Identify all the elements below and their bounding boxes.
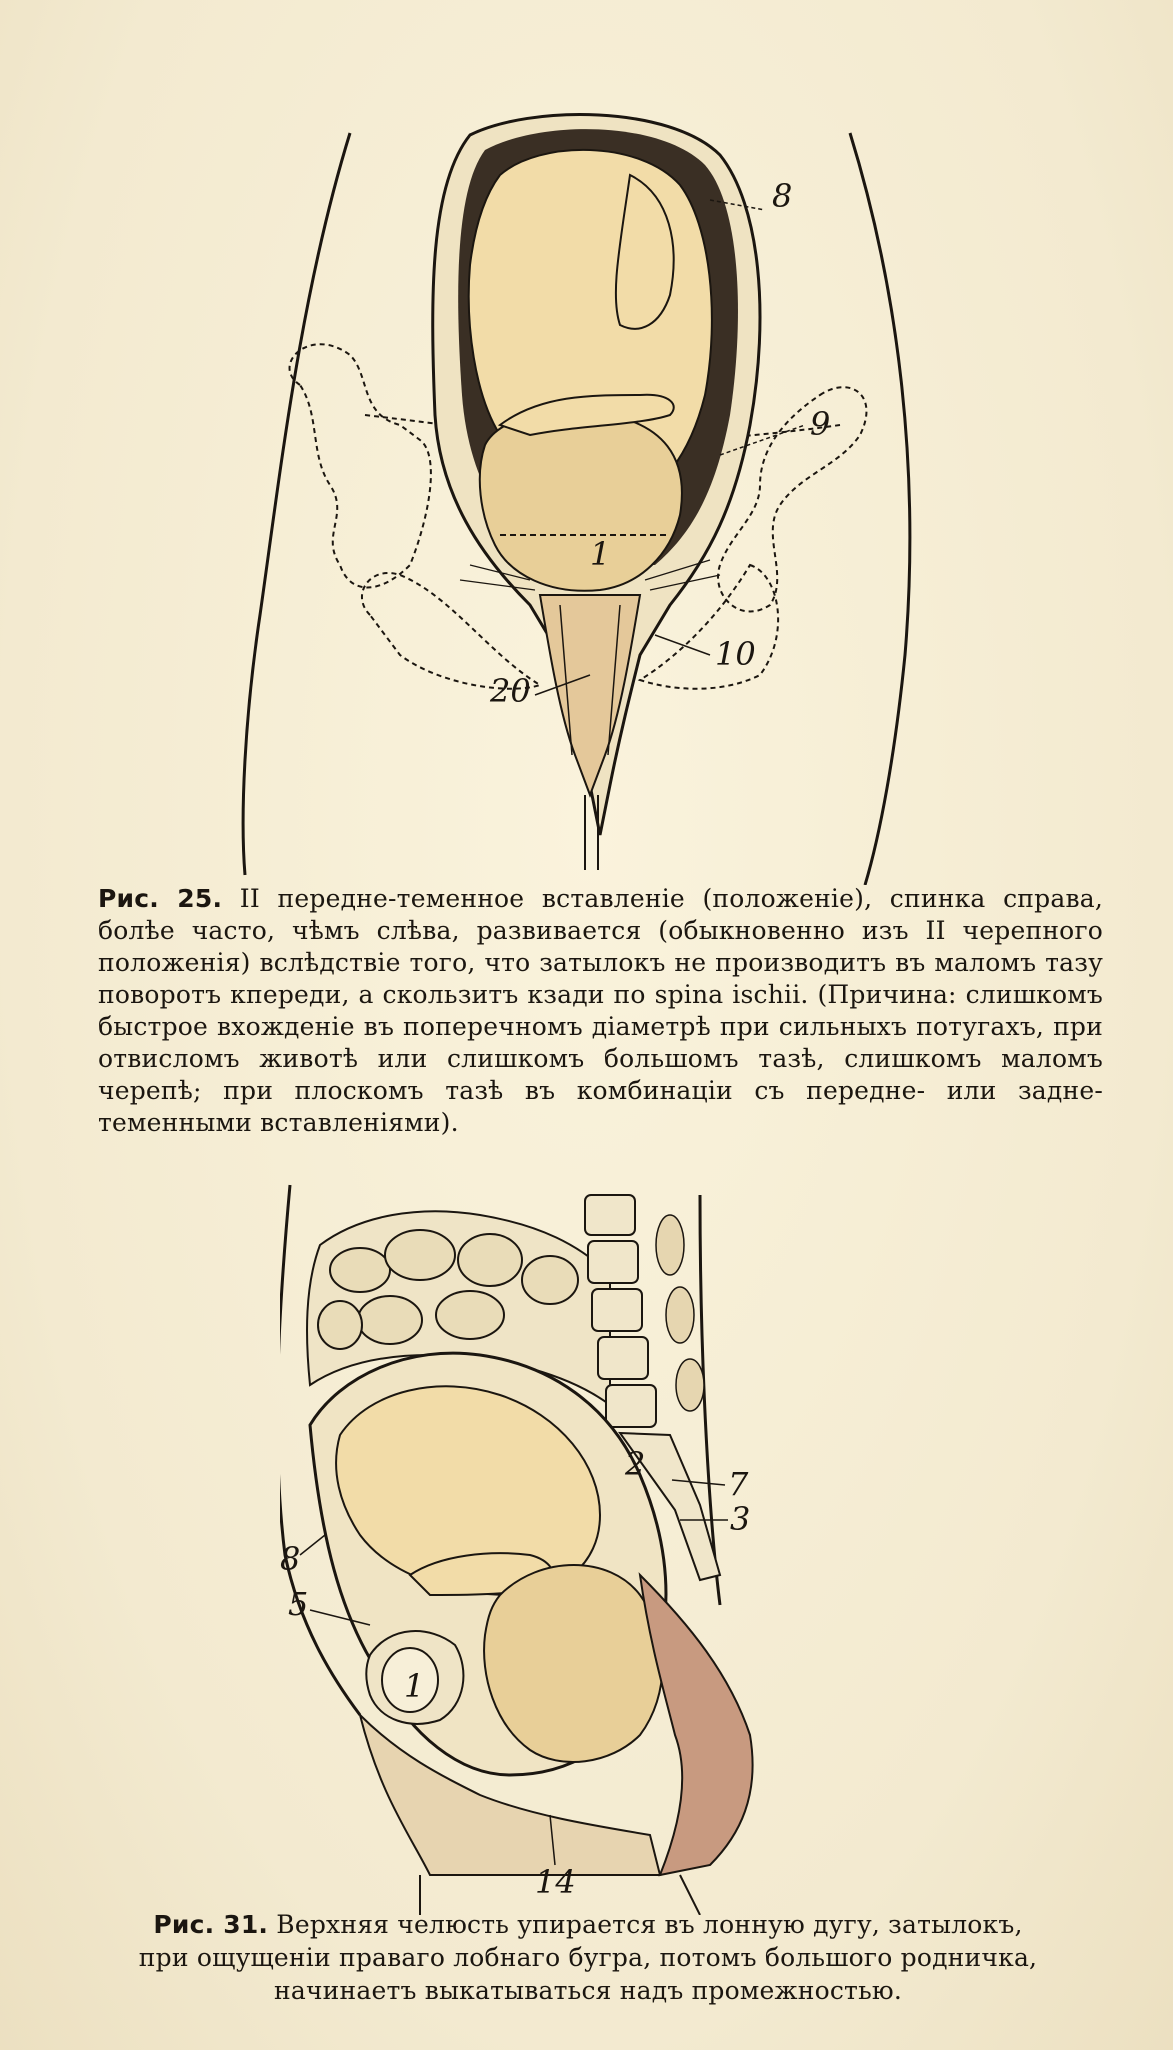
figure-31-caption-line-3: начинаетъ выкатываться надъ промежностью.	[273, 1976, 902, 2005]
figure-25-illustration	[200, 95, 960, 885]
fig25-label-8: 8	[772, 177, 793, 215]
fig25-label-20: 20	[490, 672, 531, 710]
figure-25-caption-text: II передне-теменное вставленіе (положеніе), спинка справа, болѣе часто, чѣмъ слѣва, развивается (обыкновенно изъ II черепного положенія) вслѣдствіе того, что затылокъ не производитъ въ маломъ тазу поворотъ кпереди, а скользитъ кзади по spina ischii. (Причина: слишкомъ быстрое вхожденіе въ поперечномъ діаметрѣ при сильныхъ потугахъ, при отвисломъ животѣ или слишкомъ большомъ тазѣ, слишкомъ маломъ черепѣ; при плоскомъ тазѣ въ комбинаціи съ передне- или задне-теменными вставленіями).	[98, 884, 1104, 1137]
figure-31-illustration	[280, 1175, 880, 1915]
fig31-label-14: 14	[535, 1863, 576, 1901]
fig25-label-10: 10	[715, 635, 756, 673]
figure-25-drawing	[200, 95, 960, 885]
figure-31-caption-line-2: при ощущеніи праваго лобнаго бугра, потомъ большого родничка,	[138, 1943, 1038, 1972]
figure-31-caption	[78, 1908, 1098, 2007]
fig25-label-1: 1	[590, 535, 611, 573]
fig25-label-9: 9	[810, 405, 831, 443]
figure-31-drawing	[280, 1175, 880, 1915]
figure-31-label: Рис. 31.	[153, 1910, 269, 1939]
figure-25-caption	[98, 883, 1103, 1139]
fig31-label-8: 8	[280, 1540, 301, 1578]
figure-31-caption-text-1: Верхняя челюсть упирается въ лонную дугу, затылокъ,	[276, 1910, 1023, 1939]
fig31-label-3: 3	[730, 1500, 751, 1538]
figure-25-label: Рис. 25.	[98, 884, 223, 913]
fig31-label-5: 5	[288, 1585, 309, 1623]
fig31-label-7: 7	[728, 1465, 749, 1503]
fig31-label-2: 2	[625, 1445, 646, 1483]
fig31-label-1: 1	[404, 1667, 425, 1705]
figure-31-caption-line-1	[78, 1908, 1098, 1941]
